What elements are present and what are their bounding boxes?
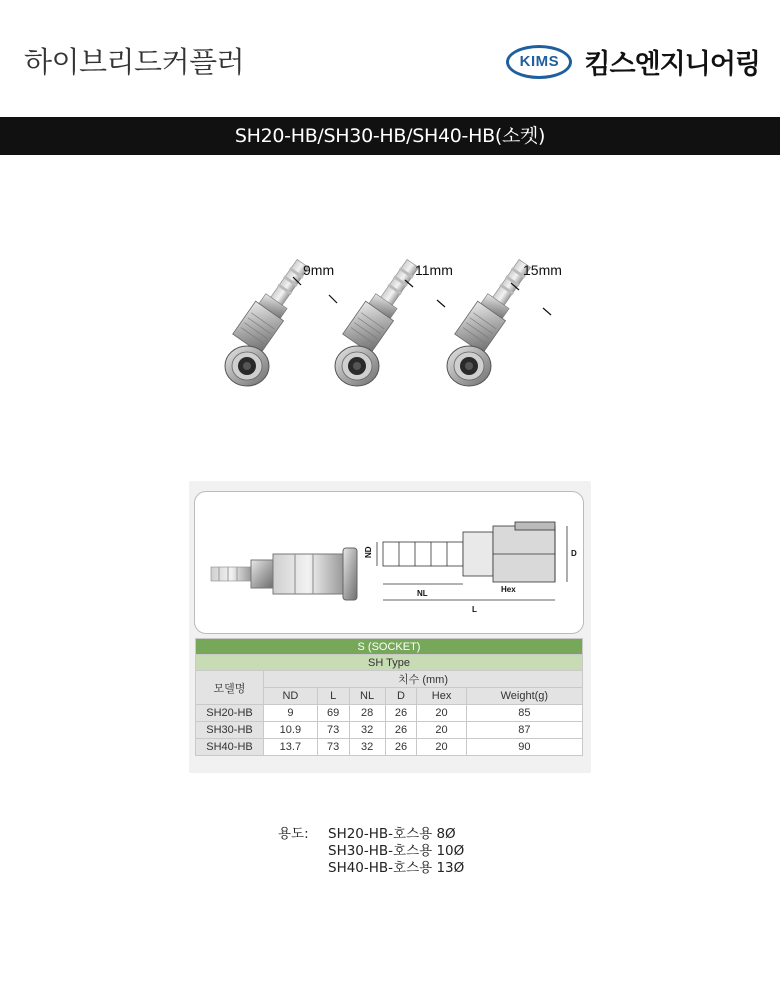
data-cell: 28 — [349, 705, 385, 722]
column-header: D — [385, 688, 417, 705]
technical-drawing — [377, 522, 567, 600]
table-title-row — [196, 639, 583, 655]
brand — [506, 42, 760, 81]
data-cell: 32 — [349, 722, 385, 739]
data-cell: 90 — [466, 739, 582, 756]
product-banner: SH20-HB/SH30-HB/SH40-HB(소켓) — [0, 117, 780, 155]
data-cell: 26 — [385, 739, 417, 756]
diagram-label-nd: ND — [364, 546, 373, 558]
table-row — [196, 705, 583, 722]
diagram-panel — [194, 491, 584, 634]
model-header: 모델명 — [196, 671, 264, 705]
table-title: S (SOCKET) — [196, 639, 583, 655]
data-cell: 32 — [349, 739, 385, 756]
spec-box — [189, 481, 591, 773]
data-cell: 10.9 — [264, 722, 318, 739]
column-header: Weight(g) — [466, 688, 582, 705]
table-row — [196, 722, 583, 739]
column-header: ND — [264, 688, 318, 705]
socket-dimension-diagram — [195, 492, 585, 635]
table-subtitle: SH Type — [196, 655, 583, 671]
usage-line: SH30-HB-호스용 10Ø — [328, 843, 465, 859]
data-cell: 85 — [466, 705, 582, 722]
column-header: NL — [349, 688, 385, 705]
barb-size-label: 11mm — [415, 262, 453, 278]
diagram-label-d: D — [571, 549, 577, 558]
data-cell: 9 — [264, 705, 318, 722]
usage-line: SH20-HB-호스용 8Ø — [328, 826, 456, 842]
model-cell: SH30-HB — [196, 722, 264, 739]
socket-side-photo — [211, 548, 357, 600]
page-title: 하이브리드커플러 — [24, 45, 245, 79]
model-cell: SH40-HB — [196, 739, 264, 756]
data-cell: 87 — [466, 722, 582, 739]
table-subtitle-row — [196, 655, 583, 671]
barb-size-label: 9mm — [303, 262, 335, 278]
column-header: L — [317, 688, 349, 705]
dimension-header: 치수 (mm) — [264, 671, 583, 688]
usage-label: 용도: — [278, 826, 309, 842]
data-cell: 20 — [417, 722, 466, 739]
data-cell: 26 — [385, 722, 417, 739]
kims-logo-icon: KIMS — [506, 45, 572, 79]
usage-lines — [328, 826, 548, 877]
data-cell: 73 — [317, 722, 349, 739]
data-cell: 26 — [385, 705, 417, 722]
data-cell: 73 — [317, 739, 349, 756]
diagram-label-l: L — [472, 605, 477, 614]
data-cell: 20 — [417, 705, 466, 722]
data-cell: 20 — [417, 739, 466, 756]
data-cell: 69 — [317, 705, 349, 722]
spec-table — [195, 638, 583, 756]
barb-size-label: 15mm — [523, 262, 562, 278]
diagram-label-nl: NL — [417, 589, 428, 598]
data-cell: 13.7 — [264, 739, 318, 756]
diagram-label-hex: Hex — [501, 585, 516, 594]
model-cell: SH20-HB — [196, 705, 264, 722]
usage-line: SH40-HB-호스용 13Ø — [328, 860, 465, 876]
table-row — [196, 739, 583, 756]
table-header-row — [196, 671, 583, 688]
column-header: Hex — [417, 688, 466, 705]
product-photo — [215, 255, 585, 405]
brand-name: 킴스엔지니어링 — [584, 49, 760, 80]
